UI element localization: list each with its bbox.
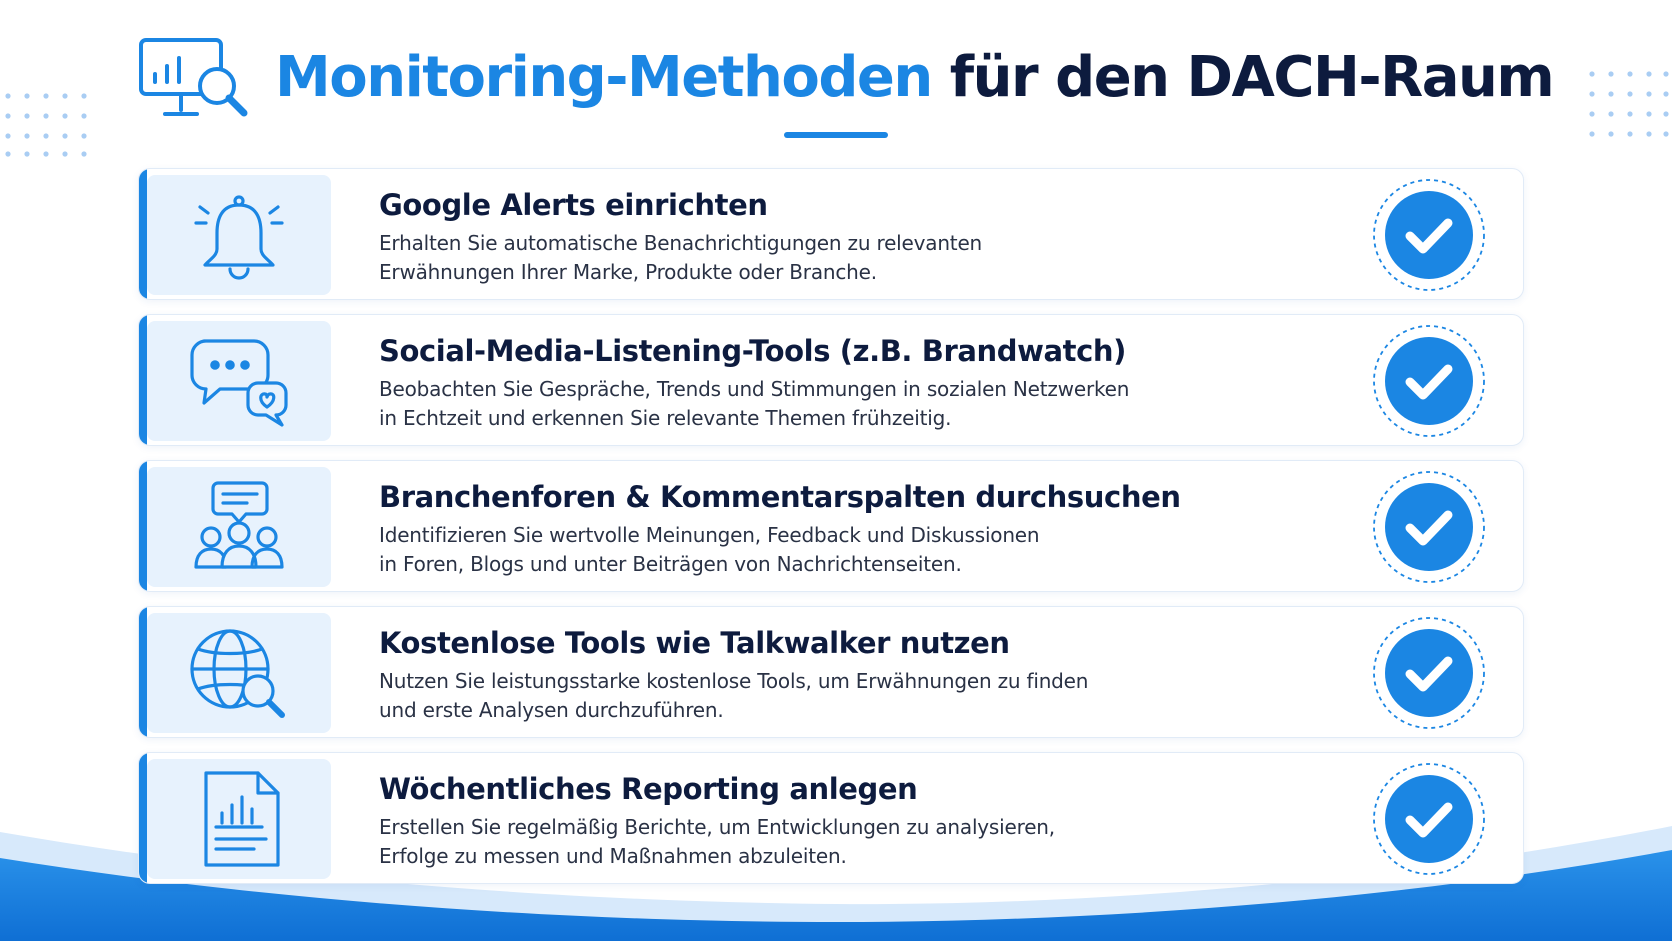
page-title bbox=[275, 38, 1553, 118]
globe-search-icon bbox=[184, 623, 294, 723]
chat-bubbles-icon bbox=[184, 331, 294, 431]
title-underline bbox=[784, 132, 888, 138]
item-description-line: und erste Analysen durchzuführen. bbox=[379, 698, 724, 722]
item-description-line: Erfolge zu messen und Maßnahmen abzuleiten. bbox=[379, 844, 847, 868]
item-description bbox=[379, 667, 1279, 725]
check-icon bbox=[1371, 615, 1487, 731]
item-title: Social-Media-Listening-Tools (z.B. Brandwatch) bbox=[379, 334, 1127, 368]
item-title: Wöchentliches Reporting anlegen bbox=[379, 772, 918, 806]
header bbox=[0, 0, 1672, 150]
item-description-line: in Echtzeit und erkennen Sie relevante Themen frühzeitig. bbox=[379, 406, 952, 430]
item-description-line: Erstellen Sie regelmäßig Berichte, um Entwicklungen zu analysieren, bbox=[379, 815, 1055, 839]
community-discussion-icon bbox=[184, 477, 294, 577]
item-title: Kostenlose Tools wie Talkwalker nutzen bbox=[379, 626, 1010, 660]
check-icon bbox=[1371, 761, 1487, 877]
icon-tile bbox=[147, 613, 331, 733]
item-description-line: Identifizieren Sie wertvolle Meinungen, Feedback und Diskussionen bbox=[379, 523, 1040, 547]
item-description-line: in Foren, Blogs und unter Beiträgen von Nachrichtenseiten. bbox=[379, 552, 962, 576]
check-icon bbox=[1371, 323, 1487, 439]
item-description bbox=[379, 375, 1279, 433]
list-item-talkwalker bbox=[138, 606, 1524, 738]
card-accent-bar bbox=[139, 461, 147, 591]
list-item-google-alerts bbox=[138, 168, 1524, 300]
title-accent: Monitoring-Methoden bbox=[275, 45, 932, 110]
card-accent-bar bbox=[139, 753, 147, 883]
icon-tile bbox=[147, 175, 331, 295]
item-description-line: Erwähnungen Ihrer Marke, Produkte oder Branche. bbox=[379, 260, 877, 284]
list-item-social-listening bbox=[138, 314, 1524, 446]
check-icon bbox=[1371, 177, 1487, 293]
bell-icon bbox=[184, 185, 294, 285]
item-description bbox=[379, 521, 1279, 579]
item-title: Branchenforen & Kommentarspalten durchsuchen bbox=[379, 480, 1181, 514]
item-description bbox=[379, 229, 1279, 287]
monitor-magnifier-icon bbox=[138, 36, 256, 126]
item-description-line: Nutzen Sie leistungsstarke kostenlose Tools, um Erwähnungen zu finden bbox=[379, 669, 1089, 693]
report-document-icon bbox=[184, 769, 294, 869]
item-title: Google Alerts einrichten bbox=[379, 188, 768, 222]
check-icon bbox=[1371, 469, 1487, 585]
title-rest: für den DACH-Raum bbox=[949, 45, 1554, 110]
card-accent-bar bbox=[139, 315, 147, 445]
item-description-line: Erhalten Sie automatische Benachrichtigungen zu relevanten bbox=[379, 231, 983, 255]
item-description-line: Beobachten Sie Gespräche, Trends und Stimmungen in sozialen Netzwerken bbox=[379, 377, 1130, 401]
icon-tile bbox=[147, 759, 331, 879]
list-item-forums bbox=[138, 460, 1524, 592]
item-description bbox=[379, 813, 1279, 871]
card-accent-bar bbox=[139, 169, 147, 299]
list-item-weekly-reporting bbox=[138, 752, 1524, 884]
icon-tile bbox=[147, 321, 331, 441]
card-accent-bar bbox=[139, 607, 147, 737]
icon-tile bbox=[147, 467, 331, 587]
